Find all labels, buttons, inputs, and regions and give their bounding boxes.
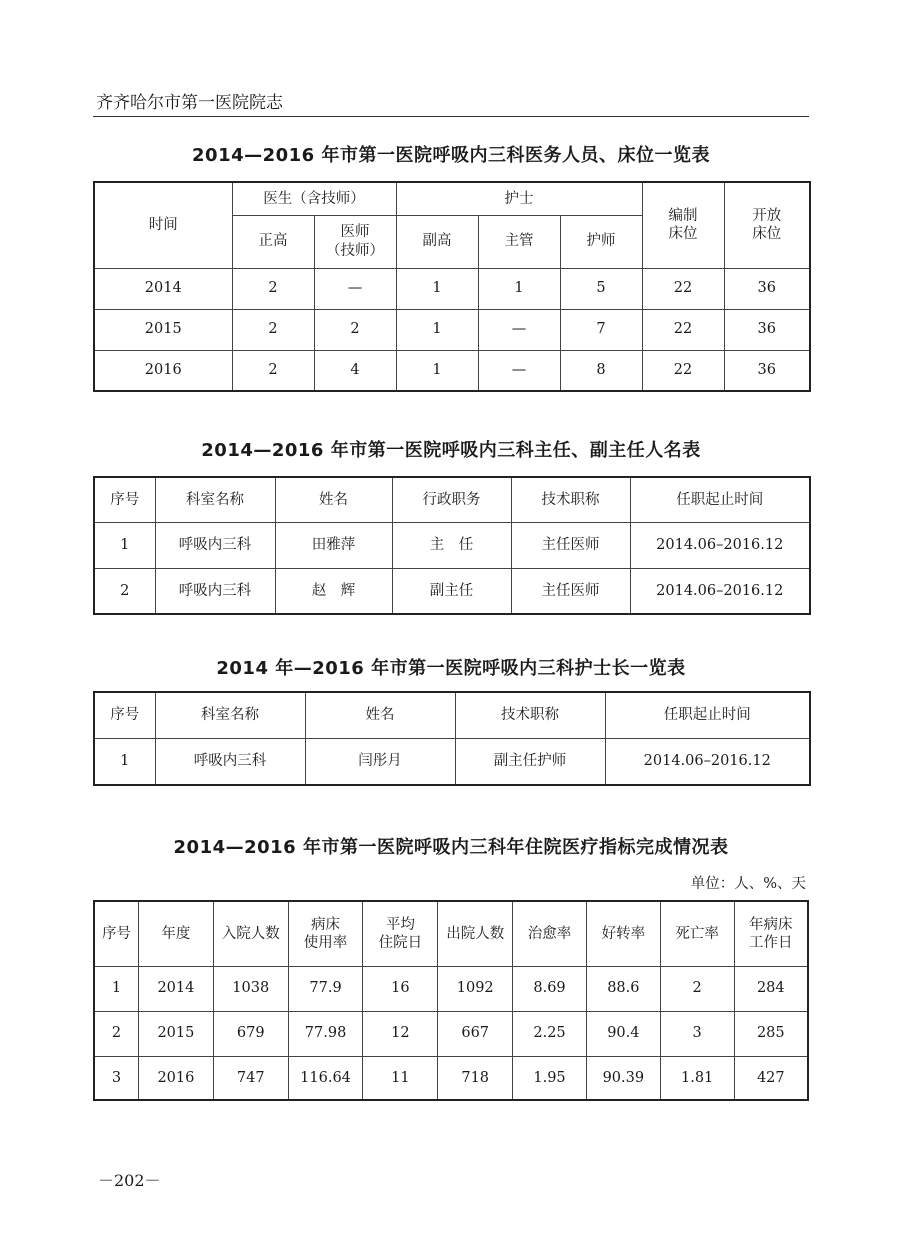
table-cell: 4 xyxy=(314,350,396,391)
table-cell: 3 xyxy=(94,1056,138,1100)
table-row xyxy=(94,738,810,785)
table-cell: 7 xyxy=(560,309,642,350)
table-cell: 1 xyxy=(396,350,478,391)
table-cell: 2016 xyxy=(94,350,232,391)
header-senior: 正高 xyxy=(232,215,314,268)
table-cell: 副主任 xyxy=(392,568,511,614)
table-cell: 747 xyxy=(213,1056,288,1100)
table-cell: 2 xyxy=(94,568,155,614)
table-cell: 36 xyxy=(724,268,810,309)
table-cell: 主 任 xyxy=(392,522,511,568)
header-staffed-beds-line1: 编制 xyxy=(668,208,698,225)
table-cell: 1 xyxy=(396,268,478,309)
table-cell: 1.95 xyxy=(513,1056,587,1100)
header-nurse-practitioner: 护师 xyxy=(560,215,642,268)
table-cell: 2014 xyxy=(138,966,213,1011)
table-cell: — xyxy=(478,350,560,391)
header-line: 使用率 xyxy=(303,934,348,951)
table-cell: 8 xyxy=(560,350,642,391)
header-cell: 好转率 xyxy=(586,901,660,966)
page-header-title: 齐齐哈尔市第一医院院志 xyxy=(96,93,283,113)
table-cell: 77.9 xyxy=(288,966,363,1011)
header-cell: 姓名 xyxy=(275,477,392,522)
table-cell: 呼吸内三科 xyxy=(155,568,275,614)
table-cell: 2014.06–2016.12 xyxy=(630,522,810,568)
table-cell: 1092 xyxy=(438,966,513,1011)
table-cell: 5 xyxy=(560,268,642,309)
table-row xyxy=(94,522,810,568)
header-open-beds xyxy=(724,182,810,268)
table2-title: 2014—2016 年市第一医院呼吸内三科主任、副主任人名表 xyxy=(201,440,701,461)
header-line: 平均 xyxy=(385,916,415,933)
table-cell: 12 xyxy=(363,1011,438,1056)
table1-title: 2014—2016 年市第一医院呼吸内三科医务人员、床位一览表 xyxy=(192,145,710,166)
table-cell: 2 xyxy=(660,966,734,1011)
table-cell: 22 xyxy=(642,350,724,391)
header-line: 病床 xyxy=(311,916,341,933)
header-cell: 技术职称 xyxy=(511,477,630,522)
table-cell: 679 xyxy=(213,1011,288,1056)
header-supervisor: 主管 xyxy=(478,215,560,268)
table-cell: 3 xyxy=(660,1011,734,1056)
table-cell: 主任医师 xyxy=(511,522,630,568)
table-row xyxy=(94,1056,808,1100)
table-cell: 1 xyxy=(478,268,560,309)
table-cell: 2014 xyxy=(94,268,232,309)
header-cell: 姓名 xyxy=(305,692,455,738)
table-cell: 22 xyxy=(642,309,724,350)
table-cell: 2015 xyxy=(138,1011,213,1056)
table-cell: 2 xyxy=(232,309,314,350)
header-bed-usage xyxy=(288,901,363,966)
table-cell: 闫彤月 xyxy=(305,738,455,785)
header-cell: 年度 xyxy=(138,901,213,966)
table-cell: 呼吸内三科 xyxy=(155,522,275,568)
table-cell: 主任医师 xyxy=(511,568,630,614)
header-time: 时间 xyxy=(94,182,232,268)
table-cell: 2015 xyxy=(94,309,232,350)
header-avg-stay xyxy=(363,901,438,966)
staff-bed-table xyxy=(93,181,811,392)
table-cell: 16 xyxy=(363,966,438,1011)
table-cell: 副主任护师 xyxy=(455,738,605,785)
header-physician xyxy=(314,215,396,268)
table-cell: 2016 xyxy=(138,1056,213,1100)
table-cell: 田雅萍 xyxy=(275,522,392,568)
header-cell: 行政职务 xyxy=(392,477,511,522)
table-cell: 36 xyxy=(724,309,810,350)
table-cell: 88.6 xyxy=(586,966,660,1011)
table3-title: 2014 年—2016 年市第一医院呼吸内三科护士长一览表 xyxy=(216,658,686,679)
table-row xyxy=(94,309,810,350)
head-nurse-table xyxy=(93,691,811,786)
header-associate-senior: 副高 xyxy=(396,215,478,268)
table-cell: 427 xyxy=(734,1056,808,1100)
header-open-beds-line1: 开放 xyxy=(752,208,782,225)
header-cell: 出院人数 xyxy=(438,901,513,966)
header-cell: 科室名称 xyxy=(155,692,305,738)
table-cell: 667 xyxy=(438,1011,513,1056)
header-line: 住院日 xyxy=(378,934,423,951)
table-cell: 1 xyxy=(396,309,478,350)
header-doctor: 医生（含技师） xyxy=(232,182,396,215)
table-cell: — xyxy=(478,309,560,350)
table-cell: 赵 辉 xyxy=(275,568,392,614)
unit-note: 单位：人、%、天 xyxy=(690,876,806,892)
table-cell: 90.39 xyxy=(586,1056,660,1100)
table-row xyxy=(94,966,808,1011)
header-staffed-beds-line2: 床位 xyxy=(668,226,698,243)
table-cell: 284 xyxy=(734,966,808,1011)
table-row xyxy=(94,1011,808,1056)
table-cell: 8.69 xyxy=(513,966,587,1011)
table-cell: 2 xyxy=(94,1011,138,1056)
page-number: －202－ xyxy=(98,1171,161,1190)
table-row xyxy=(94,568,810,614)
inpatient-indicator-table xyxy=(93,900,809,1101)
table-cell: 2.25 xyxy=(513,1011,587,1056)
header-physician-line2: （技师） xyxy=(326,242,384,259)
header-cell: 技术职称 xyxy=(455,692,605,738)
table-row xyxy=(94,350,810,391)
table-cell: 285 xyxy=(734,1011,808,1056)
header-cell: 入院人数 xyxy=(213,901,288,966)
header-divider xyxy=(93,116,809,117)
table-cell: 2014.06–2016.12 xyxy=(605,738,810,785)
header-cell: 序号 xyxy=(94,692,155,738)
table-cell: 呼吸内三科 xyxy=(155,738,305,785)
table-cell: — xyxy=(314,268,396,309)
table-cell: 36 xyxy=(724,350,810,391)
table-cell: 2 xyxy=(232,268,314,309)
table-cell: 11 xyxy=(363,1056,438,1100)
header-physician-line1: 医师 xyxy=(340,224,370,241)
header-line: 年病床 xyxy=(749,916,793,933)
table-cell: 718 xyxy=(438,1056,513,1100)
table-cell: 1 xyxy=(94,522,155,568)
header-cell: 序号 xyxy=(94,477,155,522)
table4-title: 2014—2016 年市第一医院呼吸内三科年住院医疗指标完成情况表 xyxy=(173,837,729,858)
table-cell: 2 xyxy=(232,350,314,391)
header-nurse: 护士 xyxy=(396,182,642,215)
table-cell: 1 xyxy=(94,738,155,785)
table-cell: 2 xyxy=(314,309,396,350)
header-open-beds-line2: 床位 xyxy=(752,226,782,243)
table-cell: 22 xyxy=(642,268,724,309)
header-line: 工作日 xyxy=(749,934,793,951)
table-row xyxy=(94,268,810,309)
header-cell: 任职起止时间 xyxy=(630,477,810,522)
header-cell: 治愈率 xyxy=(513,901,587,966)
table-cell: 116.64 xyxy=(288,1056,363,1100)
header-cell: 序号 xyxy=(94,901,138,966)
table-cell: 77.98 xyxy=(288,1011,363,1056)
header-cell: 科室名称 xyxy=(155,477,275,522)
table-cell: 1038 xyxy=(213,966,288,1011)
header-staffed-beds xyxy=(642,182,724,268)
table-cell: 2014.06–2016.12 xyxy=(630,568,810,614)
header-cell: 任职起止时间 xyxy=(605,692,810,738)
table-cell: 1.81 xyxy=(660,1056,734,1100)
table-cell: 90.4 xyxy=(586,1011,660,1056)
header-cell: 死亡率 xyxy=(660,901,734,966)
header-bed-workdays xyxy=(734,901,808,966)
director-table xyxy=(93,476,811,615)
table-cell: 1 xyxy=(94,966,138,1011)
